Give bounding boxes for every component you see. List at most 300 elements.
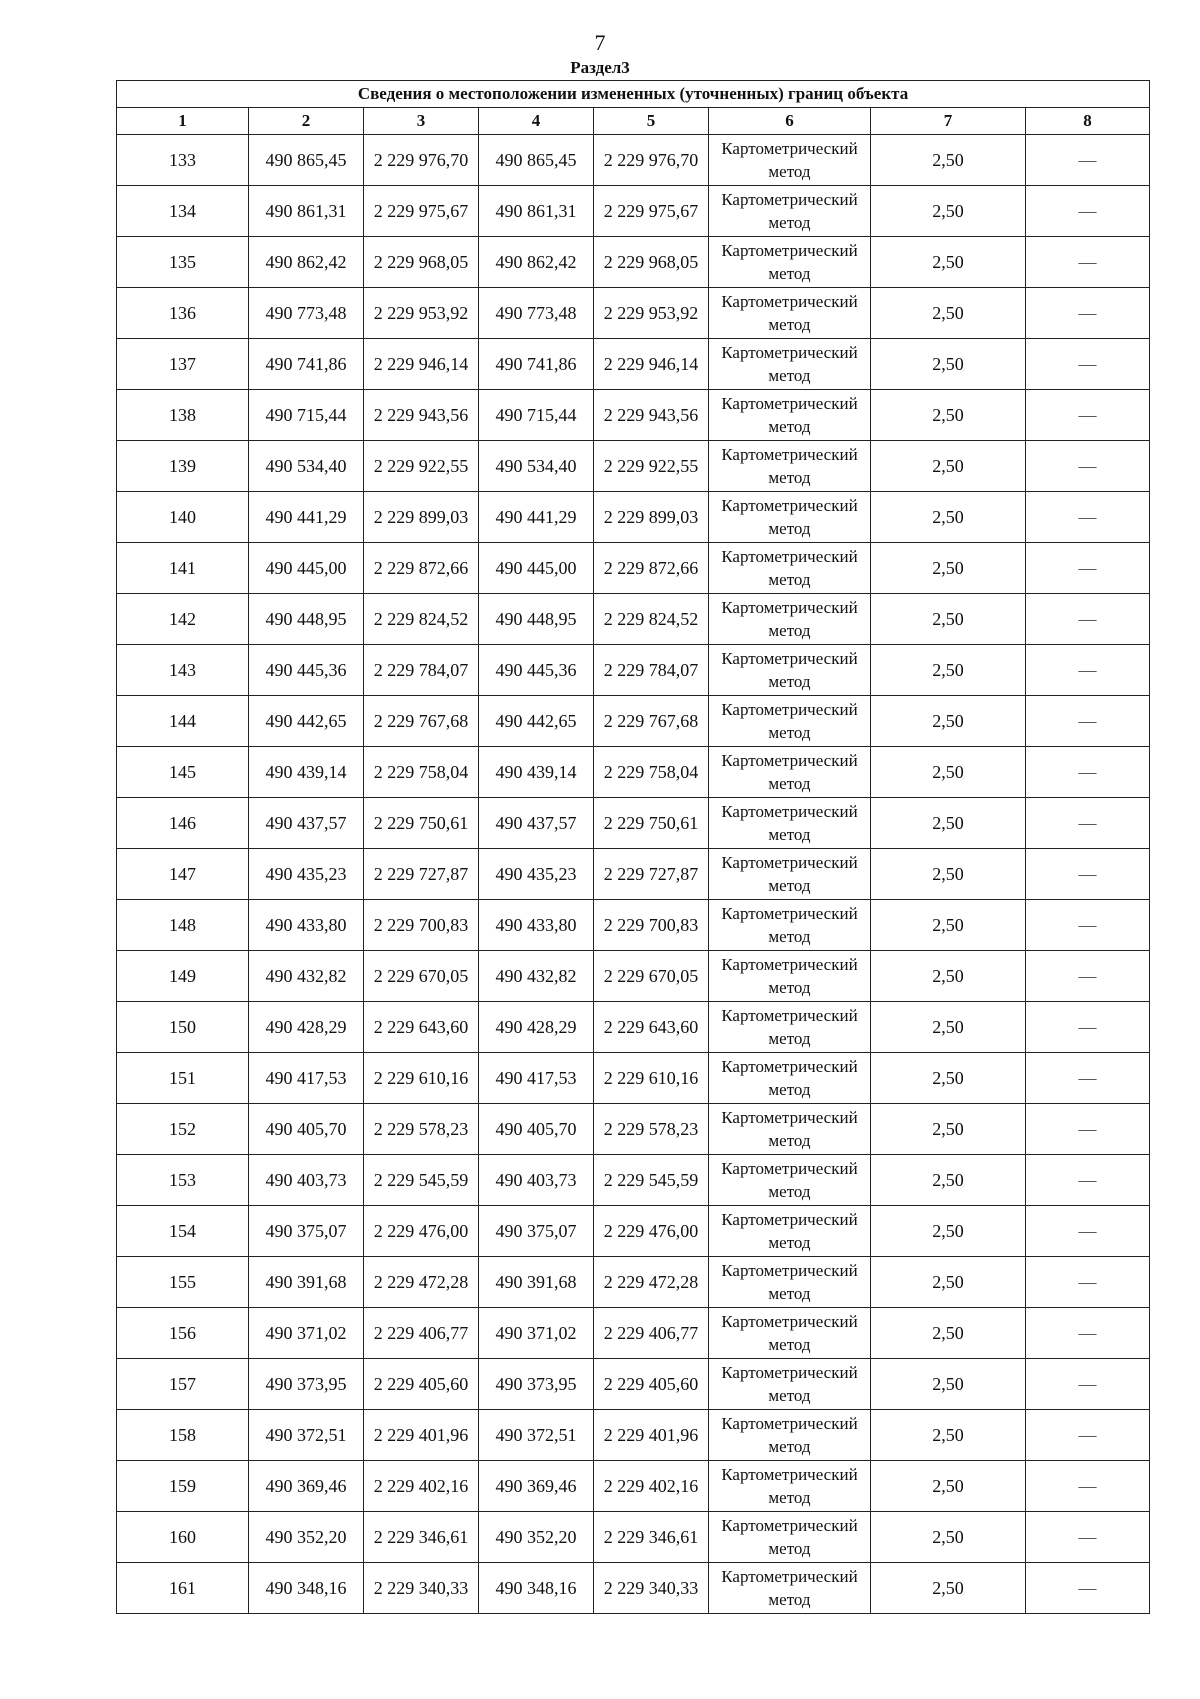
point-number-cell: 161	[117, 1563, 249, 1614]
accuracy-cell: 2,50	[871, 900, 1026, 951]
method-text: Картометрический метод	[721, 598, 858, 640]
x-existing-cell: 490 405,70	[249, 1104, 364, 1155]
x-refined-cell: 490 439,14	[479, 747, 594, 798]
method-text: Картометрический метод	[721, 343, 858, 385]
accuracy-cell: 2,50	[871, 1461, 1026, 1512]
point-number-cell: 146	[117, 798, 249, 849]
y-refined-cell: 2 229 476,00	[594, 1206, 709, 1257]
y-refined-cell: 2 229 943,56	[594, 390, 709, 441]
x-existing-cell: 490 432,82	[249, 951, 364, 1002]
method-text: Картометрический метод	[721, 496, 858, 538]
x-existing-cell: 490 445,00	[249, 543, 364, 594]
table-row	[117, 1206, 1150, 1257]
column-number: 6	[709, 108, 871, 135]
note-cell: —	[1026, 1155, 1150, 1206]
x-refined-cell: 490 448,95	[479, 594, 594, 645]
point-number-cell: 140	[117, 492, 249, 543]
y-refined-cell: 2 229 750,61	[594, 798, 709, 849]
y-existing-cell: 2 229 401,96	[364, 1410, 479, 1461]
y-refined-cell: 2 229 670,05	[594, 951, 709, 1002]
section-title: Раздел3	[570, 58, 630, 77]
accuracy-cell: 2,50	[871, 492, 1026, 543]
method-cell	[709, 543, 871, 594]
x-refined-cell: 490 441,29	[479, 492, 594, 543]
table-row	[117, 339, 1150, 390]
y-refined-cell: 2 229 578,23	[594, 1104, 709, 1155]
method-text: Картометрический метод	[721, 139, 858, 181]
x-refined-cell: 490 862,42	[479, 237, 594, 288]
note-cell: —	[1026, 849, 1150, 900]
point-number-cell: 151	[117, 1053, 249, 1104]
y-refined-cell: 2 229 976,70	[594, 135, 709, 186]
method-cell	[709, 186, 871, 237]
table-caption: Сведения о местоположении измененных (уточненных) границ объекта	[117, 81, 1150, 108]
x-existing-cell: 490 865,45	[249, 135, 364, 186]
y-existing-cell: 2 229 405,60	[364, 1359, 479, 1410]
method-text: Картометрический метод	[721, 1261, 858, 1303]
y-refined-cell: 2 229 899,03	[594, 492, 709, 543]
accuracy-cell: 2,50	[871, 543, 1026, 594]
method-text: Картометрический метод	[721, 1363, 858, 1405]
table-row	[117, 1257, 1150, 1308]
point-number-cell: 143	[117, 645, 249, 696]
accuracy-cell: 2,50	[871, 1359, 1026, 1410]
method-text: Картометрический метод	[721, 547, 858, 589]
point-number-cell: 133	[117, 135, 249, 186]
x-refined-cell: 490 861,31	[479, 186, 594, 237]
y-existing-cell: 2 229 975,67	[364, 186, 479, 237]
x-existing-cell: 490 369,46	[249, 1461, 364, 1512]
point-number-cell: 159	[117, 1461, 249, 1512]
table-row	[117, 1359, 1150, 1410]
point-number-cell: 139	[117, 441, 249, 492]
accuracy-cell: 2,50	[871, 1308, 1026, 1359]
y-existing-cell: 2 229 727,87	[364, 849, 479, 900]
y-existing-cell: 2 229 872,66	[364, 543, 479, 594]
x-existing-cell: 490 403,73	[249, 1155, 364, 1206]
point-number-cell: 150	[117, 1002, 249, 1053]
note-cell: —	[1026, 1002, 1150, 1053]
x-refined-cell: 490 534,40	[479, 441, 594, 492]
method-cell	[709, 339, 871, 390]
accuracy-cell: 2,50	[871, 237, 1026, 288]
y-refined-cell: 2 229 643,60	[594, 1002, 709, 1053]
table-row	[117, 951, 1150, 1002]
accuracy-cell: 2,50	[871, 441, 1026, 492]
method-text: Картометрический метод	[721, 1210, 858, 1252]
method-text: Картометрический метод	[721, 241, 858, 283]
column-number-row	[117, 108, 1150, 135]
point-number-cell: 157	[117, 1359, 249, 1410]
method-cell	[709, 237, 871, 288]
x-refined-cell: 490 773,48	[479, 288, 594, 339]
table-row	[117, 1410, 1150, 1461]
y-existing-cell: 2 229 545,59	[364, 1155, 479, 1206]
method-cell	[709, 951, 871, 1002]
x-refined-cell: 490 433,80	[479, 900, 594, 951]
accuracy-cell: 2,50	[871, 1053, 1026, 1104]
y-existing-cell: 2 229 976,70	[364, 135, 479, 186]
point-number-cell: 147	[117, 849, 249, 900]
point-number-cell: 134	[117, 186, 249, 237]
x-existing-cell: 490 375,07	[249, 1206, 364, 1257]
x-refined-cell: 490 371,02	[479, 1308, 594, 1359]
method-text: Картометрический метод	[721, 1312, 858, 1354]
table-row	[117, 492, 1150, 543]
method-text: Картометрический метод	[721, 955, 858, 997]
table-caption-row	[117, 81, 1150, 108]
note-cell: —	[1026, 1308, 1150, 1359]
y-refined-cell: 2 229 402,16	[594, 1461, 709, 1512]
y-existing-cell: 2 229 346,61	[364, 1512, 479, 1563]
table-row	[117, 1461, 1150, 1512]
note-cell: —	[1026, 1053, 1150, 1104]
accuracy-cell: 2,50	[871, 645, 1026, 696]
y-refined-cell: 2 229 346,61	[594, 1512, 709, 1563]
y-existing-cell: 2 229 784,07	[364, 645, 479, 696]
y-refined-cell: 2 229 472,28	[594, 1257, 709, 1308]
method-cell	[709, 1053, 871, 1104]
accuracy-cell: 2,50	[871, 1257, 1026, 1308]
y-existing-cell: 2 229 750,61	[364, 798, 479, 849]
table-row	[117, 1104, 1150, 1155]
note-cell: —	[1026, 798, 1150, 849]
x-existing-cell: 490 773,48	[249, 288, 364, 339]
column-number: 1	[117, 108, 249, 135]
x-existing-cell: 490 417,53	[249, 1053, 364, 1104]
method-cell	[709, 1410, 871, 1461]
y-refined-cell: 2 229 700,83	[594, 900, 709, 951]
method-text: Картометрический метод	[721, 1414, 858, 1456]
y-refined-cell: 2 229 872,66	[594, 543, 709, 594]
x-existing-cell: 490 371,02	[249, 1308, 364, 1359]
note-cell: —	[1026, 951, 1150, 1002]
accuracy-cell: 2,50	[871, 288, 1026, 339]
x-refined-cell: 490 715,44	[479, 390, 594, 441]
y-existing-cell: 2 229 643,60	[364, 1002, 479, 1053]
column-number: 5	[594, 108, 709, 135]
note-cell: —	[1026, 1206, 1150, 1257]
method-text: Картометрический метод	[721, 802, 858, 844]
x-refined-cell: 490 417,53	[479, 1053, 594, 1104]
x-existing-cell: 490 433,80	[249, 900, 364, 951]
accuracy-cell: 2,50	[871, 1410, 1026, 1461]
method-text: Картометрический метод	[721, 1006, 858, 1048]
column-number: 3	[364, 108, 479, 135]
method-text: Картометрический метод	[721, 649, 858, 691]
x-existing-cell: 490 448,95	[249, 594, 364, 645]
point-number-cell: 138	[117, 390, 249, 441]
point-number-cell: 137	[117, 339, 249, 390]
y-existing-cell: 2 229 476,00	[364, 1206, 479, 1257]
method-cell	[709, 747, 871, 798]
accuracy-cell: 2,50	[871, 390, 1026, 441]
y-existing-cell: 2 229 943,56	[364, 390, 479, 441]
method-cell	[709, 1308, 871, 1359]
method-cell	[709, 849, 871, 900]
table-row	[117, 645, 1150, 696]
x-existing-cell: 490 861,31	[249, 186, 364, 237]
method-text: Картометрический метод	[721, 292, 858, 334]
x-refined-cell: 490 348,16	[479, 1563, 594, 1614]
x-refined-cell: 490 369,46	[479, 1461, 594, 1512]
x-existing-cell: 490 442,65	[249, 696, 364, 747]
y-existing-cell: 2 229 700,83	[364, 900, 479, 951]
x-existing-cell: 490 715,44	[249, 390, 364, 441]
y-refined-cell: 2 229 922,55	[594, 441, 709, 492]
note-cell: —	[1026, 1512, 1150, 1563]
method-cell	[709, 798, 871, 849]
method-cell	[709, 1002, 871, 1053]
x-existing-cell: 490 534,40	[249, 441, 364, 492]
method-cell	[709, 696, 871, 747]
method-text: Картометрический метод	[721, 1567, 858, 1609]
point-number-cell: 156	[117, 1308, 249, 1359]
method-text: Картометрический метод	[721, 1465, 858, 1507]
method-cell	[709, 1257, 871, 1308]
point-number-cell: 135	[117, 237, 249, 288]
note-cell: —	[1026, 339, 1150, 390]
note-cell: —	[1026, 747, 1150, 798]
table-row	[117, 135, 1150, 186]
note-cell: —	[1026, 237, 1150, 288]
y-existing-cell: 2 229 340,33	[364, 1563, 479, 1614]
x-existing-cell: 490 862,42	[249, 237, 364, 288]
table-row	[117, 1155, 1150, 1206]
point-number-cell: 142	[117, 594, 249, 645]
method-text: Картометрический метод	[721, 904, 858, 946]
method-text: Картометрический метод	[721, 853, 858, 895]
table-row	[117, 849, 1150, 900]
x-existing-cell: 490 428,29	[249, 1002, 364, 1053]
accuracy-cell: 2,50	[871, 798, 1026, 849]
x-existing-cell: 490 437,57	[249, 798, 364, 849]
method-cell	[709, 1563, 871, 1614]
accuracy-cell: 2,50	[871, 696, 1026, 747]
x-existing-cell: 490 391,68	[249, 1257, 364, 1308]
method-cell	[709, 390, 871, 441]
x-refined-cell: 490 352,20	[479, 1512, 594, 1563]
method-text: Картометрический метод	[721, 1159, 858, 1201]
y-refined-cell: 2 229 767,68	[594, 696, 709, 747]
y-existing-cell: 2 229 899,03	[364, 492, 479, 543]
point-number-cell: 155	[117, 1257, 249, 1308]
x-refined-cell: 490 391,68	[479, 1257, 594, 1308]
note-cell: —	[1026, 1359, 1150, 1410]
y-existing-cell: 2 229 922,55	[364, 441, 479, 492]
y-existing-cell: 2 229 406,77	[364, 1308, 479, 1359]
y-existing-cell: 2 229 578,23	[364, 1104, 479, 1155]
method-cell	[709, 1104, 871, 1155]
note-cell: —	[1026, 390, 1150, 441]
method-cell	[709, 645, 871, 696]
note-cell: —	[1026, 1104, 1150, 1155]
note-cell: —	[1026, 1410, 1150, 1461]
point-number-cell: 153	[117, 1155, 249, 1206]
x-refined-cell: 490 435,23	[479, 849, 594, 900]
table-row	[117, 237, 1150, 288]
y-refined-cell: 2 229 975,67	[594, 186, 709, 237]
table-row	[117, 747, 1150, 798]
method-cell	[709, 900, 871, 951]
accuracy-cell: 2,50	[871, 1002, 1026, 1053]
x-refined-cell: 490 445,00	[479, 543, 594, 594]
x-refined-cell: 490 405,70	[479, 1104, 594, 1155]
y-existing-cell: 2 229 767,68	[364, 696, 479, 747]
coordinates-table	[116, 80, 1150, 1614]
x-refined-cell: 490 865,45	[479, 135, 594, 186]
note-cell: —	[1026, 1461, 1150, 1512]
y-refined-cell: 2 229 968,05	[594, 237, 709, 288]
point-number-cell: 158	[117, 1410, 249, 1461]
accuracy-cell: 2,50	[871, 186, 1026, 237]
point-number-cell: 136	[117, 288, 249, 339]
note-cell: —	[1026, 900, 1150, 951]
method-cell	[709, 288, 871, 339]
method-text: Картометрический метод	[721, 445, 858, 487]
method-cell	[709, 1461, 871, 1512]
point-number-cell: 144	[117, 696, 249, 747]
note-cell: —	[1026, 645, 1150, 696]
method-text: Картометрический метод	[721, 1057, 858, 1099]
y-refined-cell: 2 229 946,14	[594, 339, 709, 390]
x-refined-cell: 490 375,07	[479, 1206, 594, 1257]
x-existing-cell: 490 348,16	[249, 1563, 364, 1614]
x-refined-cell: 490 428,29	[479, 1002, 594, 1053]
table-row	[117, 1053, 1150, 1104]
y-refined-cell: 2 229 401,96	[594, 1410, 709, 1461]
note-cell: —	[1026, 288, 1150, 339]
y-refined-cell: 2 229 784,07	[594, 645, 709, 696]
note-cell: —	[1026, 492, 1150, 543]
accuracy-cell: 2,50	[871, 849, 1026, 900]
note-cell: —	[1026, 186, 1150, 237]
note-cell: —	[1026, 1257, 1150, 1308]
y-existing-cell: 2 229 402,16	[364, 1461, 479, 1512]
table-row	[117, 1512, 1150, 1563]
column-number: 8	[1026, 108, 1150, 135]
y-refined-cell: 2 229 545,59	[594, 1155, 709, 1206]
method-cell	[709, 135, 871, 186]
point-number-cell: 145	[117, 747, 249, 798]
method-text: Картометрический метод	[721, 1108, 858, 1150]
y-existing-cell: 2 229 946,14	[364, 339, 479, 390]
table-row	[117, 696, 1150, 747]
y-existing-cell: 2 229 610,16	[364, 1053, 479, 1104]
y-existing-cell: 2 229 968,05	[364, 237, 479, 288]
y-refined-cell: 2 229 406,77	[594, 1308, 709, 1359]
table-row	[117, 186, 1150, 237]
table-row	[117, 1308, 1150, 1359]
method-text: Картометрический метод	[721, 394, 858, 436]
table-body	[117, 135, 1150, 1614]
method-cell	[709, 441, 871, 492]
table-row	[117, 288, 1150, 339]
method-cell	[709, 1359, 871, 1410]
note-cell: —	[1026, 1563, 1150, 1614]
x-refined-cell: 490 372,51	[479, 1410, 594, 1461]
y-refined-cell: 2 229 340,33	[594, 1563, 709, 1614]
accuracy-cell: 2,50	[871, 1206, 1026, 1257]
x-existing-cell: 490 373,95	[249, 1359, 364, 1410]
method-text: Картометрический метод	[721, 751, 858, 793]
y-existing-cell: 2 229 953,92	[364, 288, 479, 339]
accuracy-cell: 2,50	[871, 951, 1026, 1002]
x-refined-cell: 490 403,73	[479, 1155, 594, 1206]
accuracy-cell: 2,50	[871, 1563, 1026, 1614]
x-refined-cell: 490 442,65	[479, 696, 594, 747]
note-cell: —	[1026, 135, 1150, 186]
y-existing-cell: 2 229 824,52	[364, 594, 479, 645]
y-refined-cell: 2 229 727,87	[594, 849, 709, 900]
x-refined-cell: 490 741,86	[479, 339, 594, 390]
accuracy-cell: 2,50	[871, 594, 1026, 645]
x-existing-cell: 490 435,23	[249, 849, 364, 900]
y-existing-cell: 2 229 758,04	[364, 747, 479, 798]
point-number-cell: 141	[117, 543, 249, 594]
page-number: 7	[594, 30, 606, 55]
accuracy-cell: 2,50	[871, 339, 1026, 390]
x-existing-cell: 490 439,14	[249, 747, 364, 798]
method-text: Картометрический метод	[721, 700, 858, 742]
note-cell: —	[1026, 441, 1150, 492]
point-number-cell: 149	[117, 951, 249, 1002]
method-cell	[709, 1155, 871, 1206]
column-number: 4	[479, 108, 594, 135]
x-refined-cell: 490 445,36	[479, 645, 594, 696]
method-text: Картометрический метод	[721, 190, 858, 232]
note-cell: —	[1026, 696, 1150, 747]
table-row	[117, 798, 1150, 849]
accuracy-cell: 2,50	[871, 135, 1026, 186]
y-existing-cell: 2 229 670,05	[364, 951, 479, 1002]
y-refined-cell: 2 229 610,16	[594, 1053, 709, 1104]
y-refined-cell: 2 229 405,60	[594, 1359, 709, 1410]
method-text: Картометрический метод	[721, 1516, 858, 1558]
table-row	[117, 594, 1150, 645]
table-row	[117, 390, 1150, 441]
accuracy-cell: 2,50	[871, 1512, 1026, 1563]
table-row	[117, 1563, 1150, 1614]
x-existing-cell: 490 352,20	[249, 1512, 364, 1563]
x-refined-cell: 490 432,82	[479, 951, 594, 1002]
y-refined-cell: 2 229 953,92	[594, 288, 709, 339]
note-cell: —	[1026, 543, 1150, 594]
table-row	[117, 900, 1150, 951]
accuracy-cell: 2,50	[871, 1155, 1026, 1206]
accuracy-cell: 2,50	[871, 1104, 1026, 1155]
table-row	[117, 1002, 1150, 1053]
point-number-cell: 152	[117, 1104, 249, 1155]
point-number-cell: 148	[117, 900, 249, 951]
y-existing-cell: 2 229 472,28	[364, 1257, 479, 1308]
x-refined-cell: 490 437,57	[479, 798, 594, 849]
point-number-cell: 154	[117, 1206, 249, 1257]
method-cell	[709, 594, 871, 645]
method-cell	[709, 1206, 871, 1257]
method-cell	[709, 492, 871, 543]
note-cell: —	[1026, 594, 1150, 645]
point-number-cell: 160	[117, 1512, 249, 1563]
x-existing-cell: 490 441,29	[249, 492, 364, 543]
accuracy-cell: 2,50	[871, 747, 1026, 798]
table-row	[117, 543, 1150, 594]
y-refined-cell: 2 229 824,52	[594, 594, 709, 645]
x-existing-cell: 490 445,36	[249, 645, 364, 696]
column-number: 2	[249, 108, 364, 135]
column-number: 7	[871, 108, 1026, 135]
method-cell	[709, 1512, 871, 1563]
